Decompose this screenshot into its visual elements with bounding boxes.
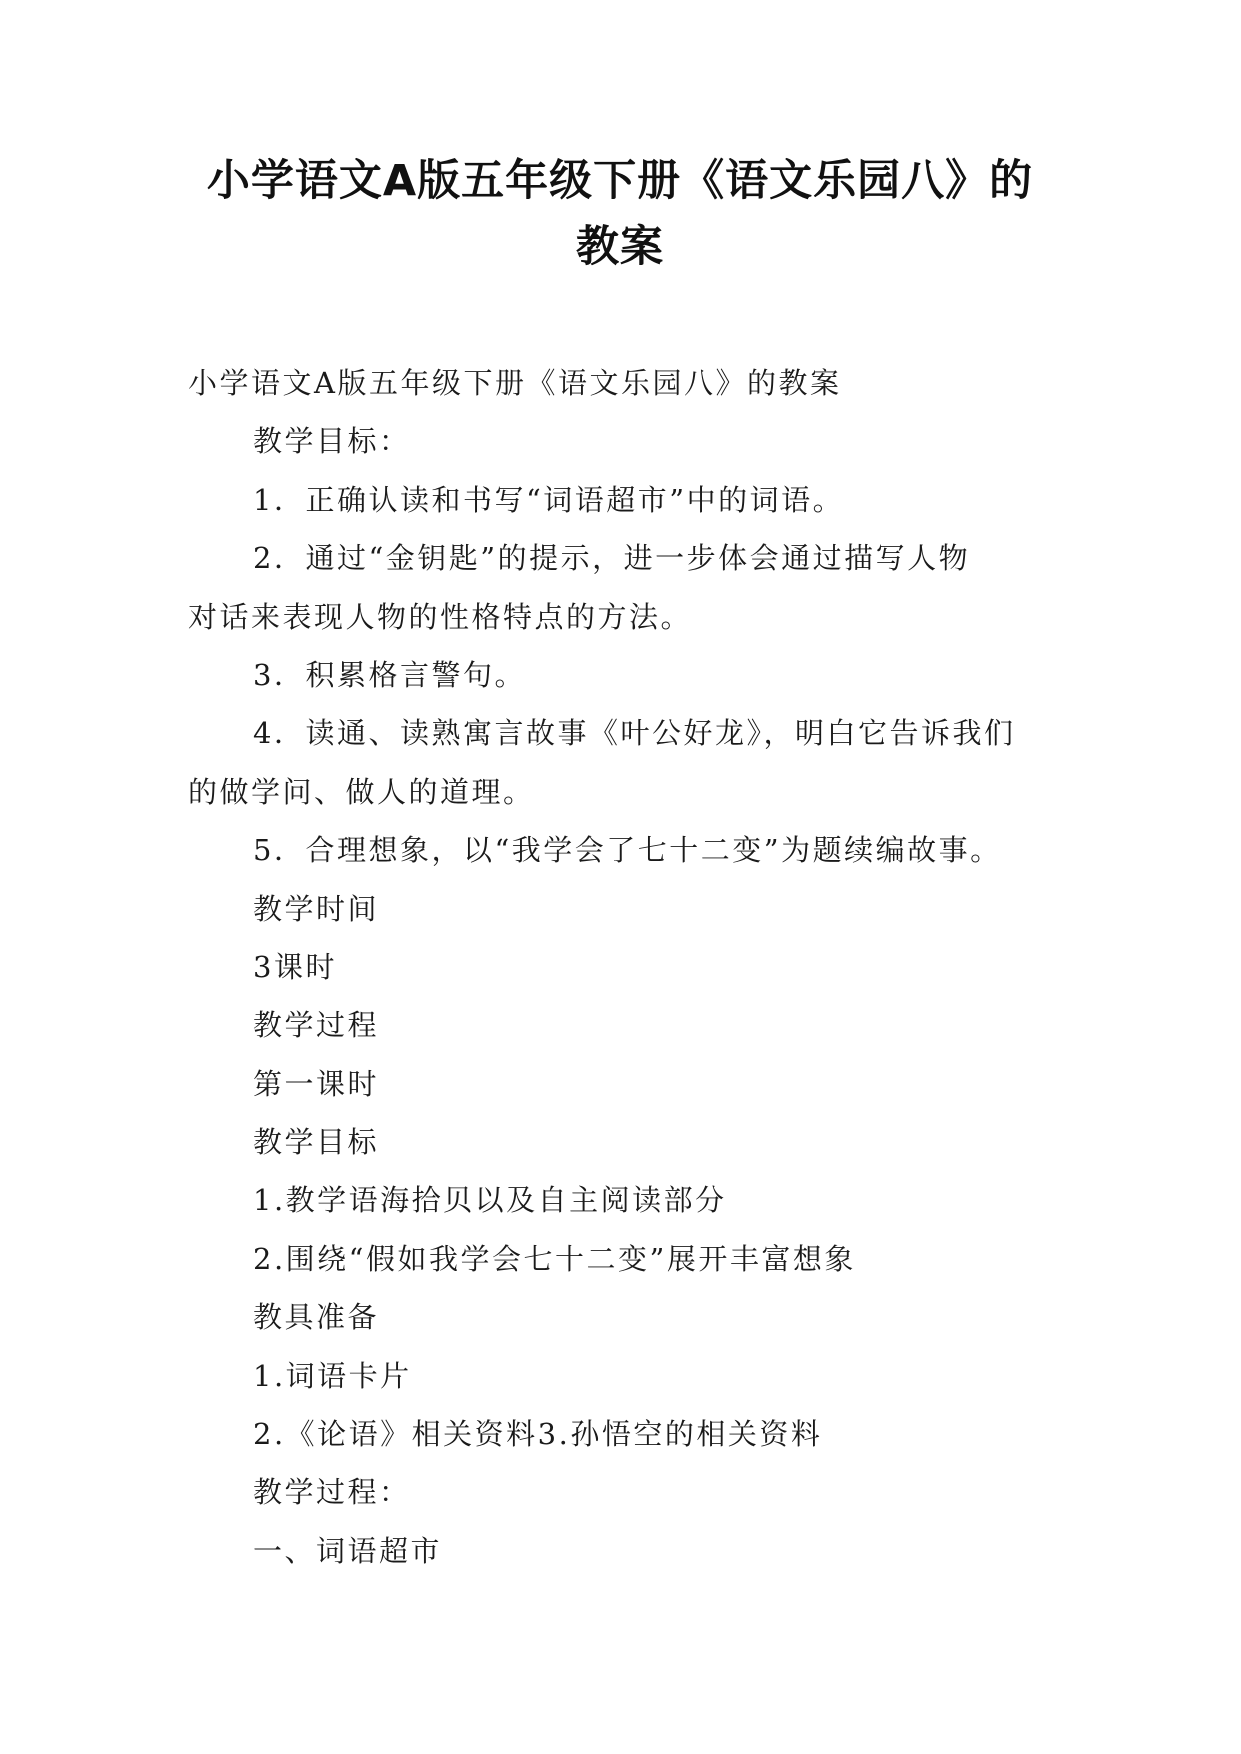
title-line: 小学语文A版五年级下册《语文乐园八》的 [206,156,1034,206]
title-line: 教案 [576,222,664,272]
paragraph: 的做学问、做人的道理。 [188,774,535,809]
paragraph: 2.《论语》相关资料3.孙悟空的相关资料 [253,1417,823,1452]
paragraph: 5．合理想象，以“我学会了七十二变”为题续编故事。 [253,833,1002,868]
paragraph: 一、词语超市 [253,1533,443,1568]
paragraph: 4．读通、读熟寓言故事《叶公好龙》，明白它告诉我们 [253,716,1016,751]
paragraph: 1．正确认读和书写“词语超市”中的词语。 [253,482,845,517]
paragraph: 教具准备 [253,1300,380,1335]
paragraph: 3课时 [253,949,337,984]
paragraph: 1.词语卡片 [253,1358,412,1393]
paragraph: 1.教学语海拾贝以及自主阅读部分 [253,1183,727,1218]
paragraph: 教学过程 [253,1008,380,1043]
paragraph: 教学时间 [253,891,380,926]
paragraph: 教学目标 [253,1125,380,1160]
paragraph: 2.围绕“假如我学会七十二变”展开丰富想象 [253,1241,856,1276]
paragraph: 3．积累格言警句。 [253,657,526,692]
paragraph: 教学过程： [253,1475,411,1510]
paragraph: 2．通过“金钥匙”的提示，进一步体会通过描写人物 [253,541,971,576]
document-title [180,148,1060,280]
document-body [188,354,1068,1580]
paragraph: 教学目标： [253,424,411,459]
paragraph: 小学语文A版五年级下册《语文乐园八》的教案 [188,366,842,400]
paragraph: 对话来表现人物的性格特点的方法。 [188,599,693,634]
paragraph: 第一课时 [253,1066,380,1101]
